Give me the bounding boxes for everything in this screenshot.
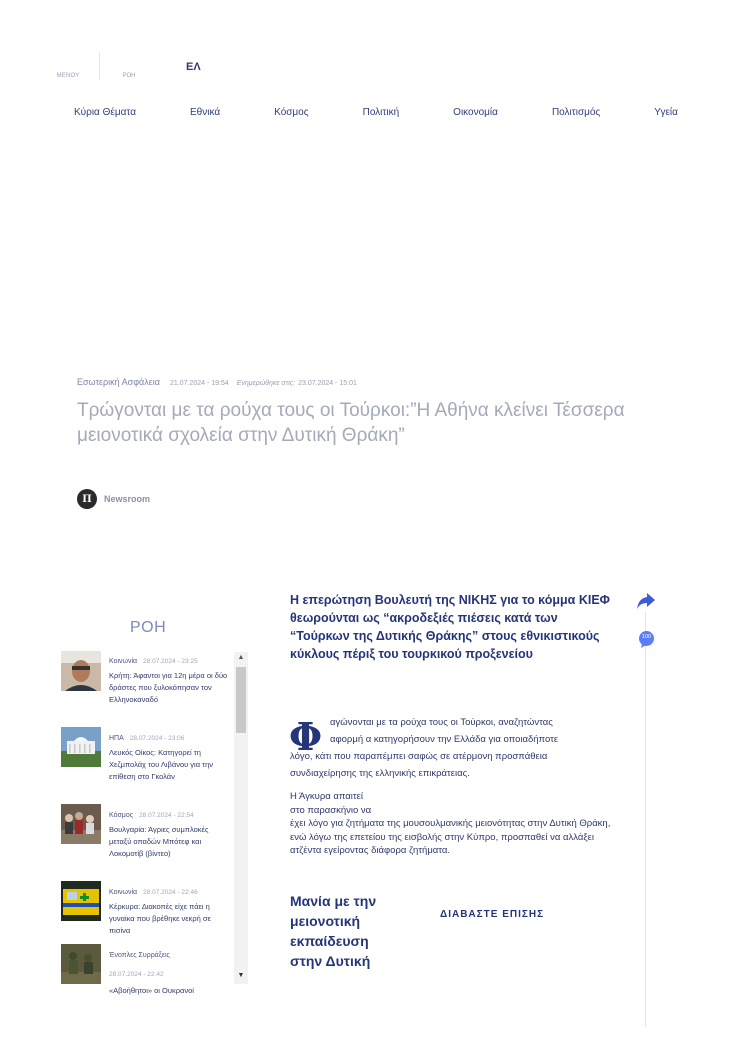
paragraph-line: έχει λόγο για ζητήματα της μουσουλμανικής μειονότητας στην Δυτική Θράκη, ενώ λόγω της επετείου της εισβολής στην Κύπρο, προσπαθεί να αλλάξει ατζέντα εγείροντας διάφορα ζητήματα.	[290, 818, 611, 856]
read-also-heading: ΔΙΑΒΑΣΤΕ ΕΠΙΣΗΣ	[440, 909, 545, 920]
nav-item-national[interactable]: Εθνικά	[190, 107, 221, 118]
feed-button[interactable]	[114, 50, 144, 82]
feed-scrollbar-thumb[interactable]	[236, 667, 246, 733]
related-article-link[interactable]: Μανία με την μειονοτική εκπαίδευση στην Δυτική	[290, 893, 377, 969]
site-header	[0, 0, 750, 90]
updated-date: 23.07.2024 - 15:01	[298, 380, 357, 387]
feed-time: 28.07.2024 - 22:46	[143, 889, 198, 896]
feed-title: ΡΟΗ	[130, 619, 167, 636]
menu-label: ΜΕΝΟΥ	[56, 73, 80, 79]
author-logo: Π	[77, 489, 97, 509]
paragraph-line: Η Άγκυρα απαιτεί	[290, 791, 363, 802]
article-meta	[77, 377, 357, 387]
hamburger-icon	[59, 54, 77, 68]
main-nav	[70, 104, 682, 124]
comment-icon[interactable]	[638, 631, 655, 648]
feed-category: Κοινωνία	[109, 658, 138, 665]
feed-thumbnail	[61, 804, 101, 844]
share-rail	[645, 612, 646, 1027]
feed-thumbnail	[61, 651, 101, 691]
feed-thumbnail	[61, 944, 101, 984]
article-lead: Η επερώτηση Βουλευτή της ΝΙΚΗΣ για το κόμμα ΚΙΕΦ θεωρούνται ως “ακροδεξιές πιέσεις κατά των “Τούρκων της Δυτικής Θράκης” στους εθνικιστικούς κύκλους πέριξ του τουρκικού προξενείου	[290, 593, 610, 661]
feed-time: 28.07.2024 - 23:06	[129, 735, 185, 742]
paragraph-line: λόγο, κάτι που παραπέμπει σαφώς σε ατέρμονη προσπάθεια συνδιαχείρησης της ελληνικής επικράτειας.	[290, 751, 548, 779]
article-paragraph	[290, 714, 612, 782]
scroll-down-arrow-icon[interactable]: ▼	[237, 972, 245, 979]
updated-label: Ενημερώθηκε στις:	[236, 380, 296, 387]
feed-headline[interactable]: «Αβοήθητοι» οι Ουκρανοί	[109, 986, 194, 995]
article-paragraph	[290, 790, 620, 858]
feed-time: 28.07.2024 - 22:42	[109, 971, 164, 978]
article-title: Τρώγονται με τα ρούχα τους οι Τούρκοι:”Η Αθήνα κλείνει Τέσσερα μειονοτικά σχολεία στην Δυτική Θράκη”	[77, 400, 625, 446]
feed-category: Κοινωνία	[109, 889, 138, 896]
feed-label: ΡΟΗ	[122, 73, 136, 79]
nav-item-health[interactable]: Υγεία	[654, 107, 678, 118]
paragraph-line: αγώνονται με τα ρούχα τους οι Τούρκοι, αναζητώντας	[330, 717, 553, 728]
feed-category: ΗΠΑ	[109, 735, 124, 742]
feed-thumbnail	[61, 727, 101, 767]
drop-cap: Φ	[289, 714, 323, 759]
menu-button[interactable]	[52, 50, 84, 82]
nav-item-economy[interactable]: Οικονομία	[453, 107, 498, 118]
feed-category: Ένοπλες Συρράξεις	[109, 952, 170, 959]
nav-item-main[interactable]: Κύρια Θέματα	[74, 107, 136, 118]
clock-icon	[122, 54, 136, 68]
language-switch[interactable]: ΕΛ	[186, 61, 201, 73]
feed-headline[interactable]: Κέρκυρα: Διακοπές είχε πάει η γυναίκα που βρέθηκε νεκρή σε πισίνα	[109, 902, 211, 935]
paragraph-line: στο παρασκήνιο να	[290, 804, 372, 816]
feed-thumbnail	[61, 881, 101, 921]
nav-item-world[interactable]: Κόσμος	[274, 107, 309, 118]
header-divider	[99, 52, 100, 80]
paragraph-line: αφορμή α κατηγορήσουν την Ελλάδα για οποιαδήποτε	[330, 734, 559, 745]
feed-headline[interactable]: Λευκός Οίκος: Κατηγορεί τη Χεζμπολάχ του Λιβάνου για την επίθεση στο Γκολάν	[109, 748, 214, 781]
share-icon[interactable]	[636, 592, 656, 610]
article-category[interactable]: Εσωτερική Ασφάλεια	[77, 377, 160, 387]
author-name: Newsroom	[104, 494, 151, 504]
scroll-up-arrow-icon[interactable]: ▲	[237, 654, 245, 661]
feed-headline[interactable]: Κρήτη: Άφαντοι για 12η μέρα οι δύο δράστες που ξυλοκόπησαν τον Ελληνοκαναδό	[109, 671, 228, 704]
feed-time: 28.07.2024 - 22:54	[139, 812, 194, 819]
feed-category: Κόσμος	[109, 812, 134, 819]
author-byline[interactable]	[77, 489, 150, 509]
feed-time: 28.07.2024 - 23:25	[143, 658, 198, 665]
published-date: 21.07.2024 - 19:54	[169, 380, 229, 387]
comment-count: 100	[641, 634, 652, 640]
nav-item-culture[interactable]: Πολιτισμός	[551, 107, 601, 118]
feed-headline[interactable]: Βουλγαρία: Άγριες συμπλοκές μεταξύ οπαδών Μπότεφ και Λοκομοτίβ (βίντεο)	[109, 825, 209, 858]
news-feed	[60, 650, 250, 995]
nav-item-politics[interactable]: Πολιτική	[362, 107, 400, 118]
